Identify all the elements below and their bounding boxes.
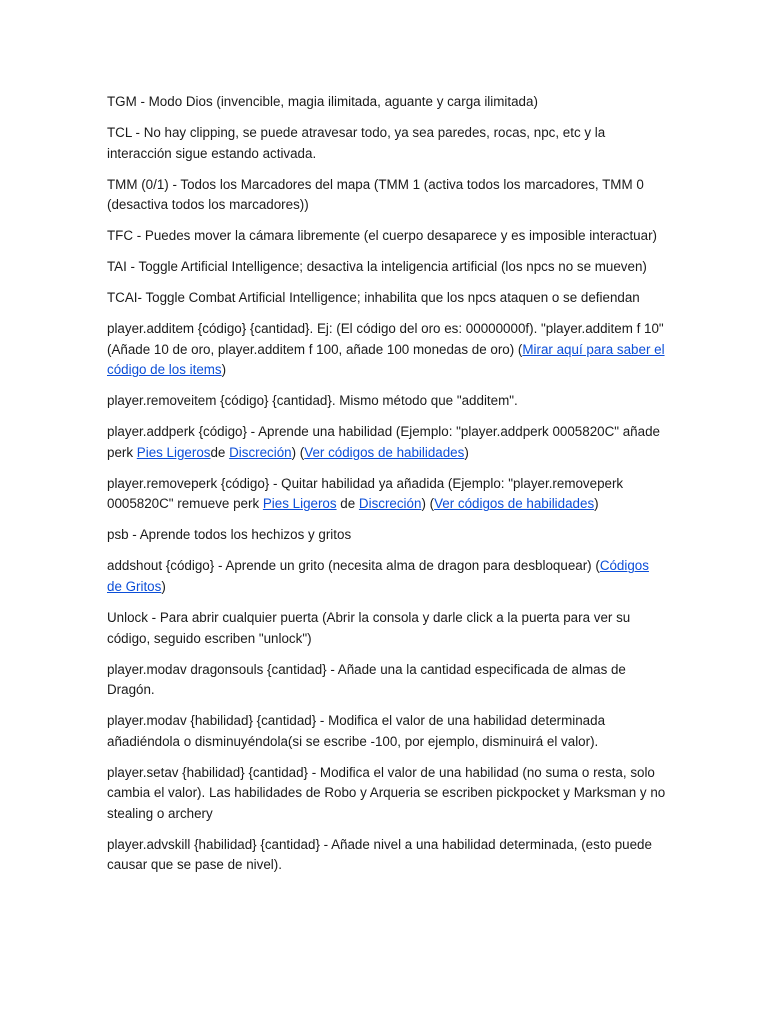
paragraph-text: TMM (0/1) - Todos los Marcadores del mapa (TMM 1 (activa todos los marcadores, TMM 0 (desactiva todos los marcadores)): [107, 176, 644, 213]
reference-link[interactable]: Ver códigos de habilidades: [434, 496, 595, 512]
command-paragraph: [107, 556, 667, 597]
command-paragraph: [107, 474, 667, 515]
reference-link[interactable]: Discreción: [358, 496, 422, 512]
command-paragraph: [107, 660, 667, 701]
command-paragraph: [107, 175, 667, 216]
command-paragraph: [107, 835, 667, 876]
command-paragraph: [107, 257, 667, 278]
paragraph-text: player.removeperk {código} - Quitar habilidad ya añadida (Ejemplo: "player.removeperk 0005820C" remueve perk: [107, 475, 624, 512]
command-paragraph: [107, 422, 667, 463]
paragraph-text: addshout {código} - Aprende un grito (necesita alma de dragon para desbloquear) (: [107, 558, 600, 574]
paragraph-text: TAI - Toggle Artificial Intelligence; desactiva la inteligencia artificial (los npcs no se mueven): [107, 259, 647, 275]
paragraph-text: TCAI- Toggle Combat Artificial Intelligence; inhabilita que los npcs ataquen o se defiendan: [107, 290, 640, 306]
paragraph-text: player.removeitem {código} {cantidad}. Mismo método que "additem".: [107, 393, 518, 409]
paragraph-text: TFC - Puedes mover la cámara libremente (el cuerpo desaparece y es imposible interactuar): [107, 228, 657, 244]
paragraph-text: Unlock - Para abrir cualquier puerta (Abrir la consola y darle click a la puerta para ver su código, seguido escriben "unlock"): [107, 609, 631, 646]
command-paragraph: [107, 92, 667, 113]
paragraph-text: ) (: [291, 444, 305, 460]
paragraph-text: de: [210, 444, 230, 460]
command-paragraph: [107, 319, 667, 381]
paragraph-text: TGM - Modo Dios (invencible, magia ilimitada, aguante y carga ilimitada): [107, 94, 538, 109]
paragraph-text: player.addperk {código} - Aprende una habilidad (Ejemplo: "player.addperk 0005820C" añade perk: [107, 424, 660, 460]
paragraph-text: ): [221, 362, 227, 378]
paragraph-text: ): [464, 444, 469, 460]
command-paragraph: [107, 763, 667, 825]
reference-link[interactable]: Mirar aquí para saber el código de los items: [107, 341, 665, 378]
command-paragraph: [107, 608, 667, 649]
reference-link[interactable]: Discreción: [229, 444, 292, 460]
reference-link[interactable]: Pies Ligeros: [262, 496, 337, 512]
paragraph-text: player.additem {código} {cantidad}. Ej: (El código del oro es: 00000000f). "player.additem f 10" (Añade 10 de oro, player.additem f 100, añade 100 monedas de oro) (: [107, 321, 664, 357]
paragraph-text: ): [161, 578, 166, 594]
command-paragraph: [107, 391, 667, 412]
command-paragraph: [107, 123, 667, 164]
command-paragraph: [107, 226, 667, 247]
reference-link[interactable]: Pies Ligeros: [136, 444, 211, 460]
reference-link[interactable]: Ver códigos de habilidades: [304, 444, 465, 460]
paragraph-text: psb - Aprende todos los hechizos y gritos: [107, 527, 352, 543]
paragraph-text: ): [594, 496, 599, 512]
paragraph-text: player.setav {habilidad} {cantidad} - Modifica el valor de una habilidad (no suma o resta, solo cambia el valor). Las habilidades de Robo y Arqueria se escriben pickpocket y Marksman y no stealing o archery: [107, 764, 666, 821]
paragraph-text: de: [336, 496, 359, 512]
reference-link[interactable]: Códigos de Gritos: [107, 558, 649, 594]
paragraph-text: player.modav {habilidad} {cantidad} - Modifica el valor de una habilidad determinada añadiéndola o disminuyéndola(si se escribe -100, por ejemplo, disminuirá el valor).: [107, 713, 606, 749]
paragraph-text: TCL - No hay clipping, se puede atravesar todo, ya sea paredes, rocas, npc, etc y la interacción sigue estando activada.: [107, 124, 606, 161]
document-body: [107, 92, 667, 886]
command-paragraph: [107, 711, 667, 752]
paragraph-text: player.modav dragonsouls {cantidad} - Añade una la cantidad especificada de almas de Dragón.: [107, 661, 626, 698]
paragraph-text: ) (: [421, 496, 435, 512]
paragraph-text: player.advskill {habilidad} {cantidad} - Añade nivel a una habilidad determinada, (esto puede causar que se pase de nivel).: [107, 836, 652, 873]
command-paragraph: [107, 288, 667, 309]
command-paragraph: [107, 525, 667, 546]
